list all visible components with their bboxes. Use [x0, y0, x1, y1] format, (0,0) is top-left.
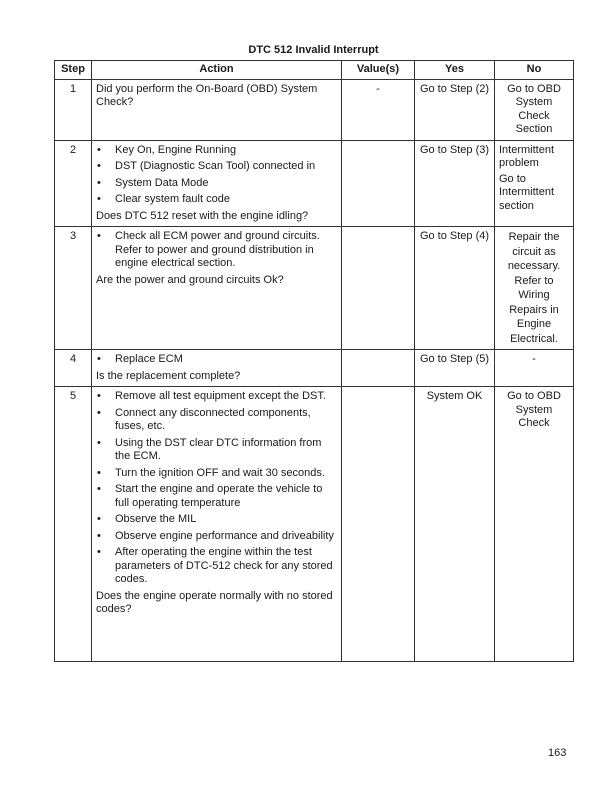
no-cell — [495, 227, 574, 350]
list-item: • Observe the MIL — [96, 513, 337, 527]
no-line: Intermittent problem — [499, 143, 555, 169]
action-bullets — [96, 390, 337, 587]
action-question: Are the power and ground circuits Ok? — [96, 273, 284, 286]
no-line: Go to OBD System Check — [507, 390, 561, 429]
action-question: Does DTC 512 reset with the engine idling? — [96, 209, 309, 222]
yes-cell: Go to Step (3) — [415, 140, 495, 227]
value-cell: - — [342, 79, 415, 140]
page-number: 163 — [548, 747, 567, 759]
value-cell — [342, 387, 415, 662]
header-step: Step — [55, 61, 92, 80]
no-line: Repair the circuit as necessary. Refer to Wiring Repairs in Engine Electrical. — [507, 231, 561, 345]
table-row — [55, 350, 574, 387]
step-number: 5 — [55, 387, 92, 662]
action-question: Did you perform the On-Board (OBD) System Check? — [96, 82, 318, 108]
action-question: Does the engine operate normally with no stored codes? — [96, 589, 333, 615]
action-question: Is the replacement complete? — [96, 369, 241, 382]
table-row — [55, 227, 574, 350]
header-action: Action — [92, 61, 342, 80]
table-title: DTC 512 Invalid Interrupt — [248, 44, 379, 56]
list-item: • Start the engine and operate the vehicle to full operating temperature — [96, 483, 337, 510]
list-item: • Remove all test equipment except the DST. — [96, 390, 337, 404]
header-values: Value(s) — [342, 61, 415, 80]
list-item: • System Data Mode — [96, 177, 337, 191]
value-cell — [342, 350, 415, 387]
no-cell — [495, 350, 574, 387]
list-item: • Observe engine performance and driveability — [96, 530, 337, 544]
action-cell — [92, 387, 342, 662]
table-row — [55, 79, 574, 140]
step-number: 4 — [55, 350, 92, 387]
yes-cell: Go to Step (4) — [415, 227, 495, 350]
header-no: No — [495, 61, 574, 80]
no-line: Go to Intermittent section — [499, 172, 555, 212]
action-cell — [92, 140, 342, 227]
diagnostic-table — [54, 60, 574, 662]
action-cell — [92, 350, 342, 387]
yes-cell: Go to Step (5) — [415, 350, 495, 387]
action-bullets — [96, 144, 337, 207]
no-cell — [495, 387, 574, 662]
action-cell — [92, 227, 342, 350]
action-bullets — [96, 353, 337, 367]
list-item: • DST (Diagnostic Scan Tool) connected in — [96, 160, 337, 174]
list-item: • Connect any disconnected components, fuses, etc. — [96, 407, 337, 434]
yes-cell: System OK — [415, 387, 495, 662]
step-number: 1 — [55, 79, 92, 140]
list-item: • Check all ECM power and ground circuits. Refer to power and ground distribution in engine electrical section. — [96, 230, 337, 271]
value-cell — [342, 140, 415, 227]
header-row — [55, 61, 574, 80]
table-row — [55, 387, 574, 662]
header-yes: Yes — [415, 61, 495, 80]
no-cell — [495, 79, 574, 140]
yes-cell: Go to Step (2) — [415, 79, 495, 140]
list-item: • Clear system fault code — [96, 193, 337, 207]
no-line: Go to OBD System Check Section — [507, 82, 561, 135]
action-cell — [92, 79, 342, 140]
list-item: • Turn the ignition OFF and wait 30 seconds. — [96, 467, 337, 481]
no-line: - — [532, 353, 536, 365]
list-item: • Key On, Engine Running — [96, 144, 337, 158]
no-cell — [495, 140, 574, 227]
list-item: • Replace ECM — [96, 353, 337, 367]
list-item: • After operating the engine within the test parameters of DTC-512 check for any stored codes. — [96, 546, 337, 587]
value-cell — [342, 227, 415, 350]
action-bullets — [96, 230, 337, 271]
step-number: 2 — [55, 140, 92, 227]
table-row — [55, 140, 574, 227]
list-item: • Using the DST clear DTC information from the ECM. — [96, 437, 337, 464]
step-number: 3 — [55, 227, 92, 350]
